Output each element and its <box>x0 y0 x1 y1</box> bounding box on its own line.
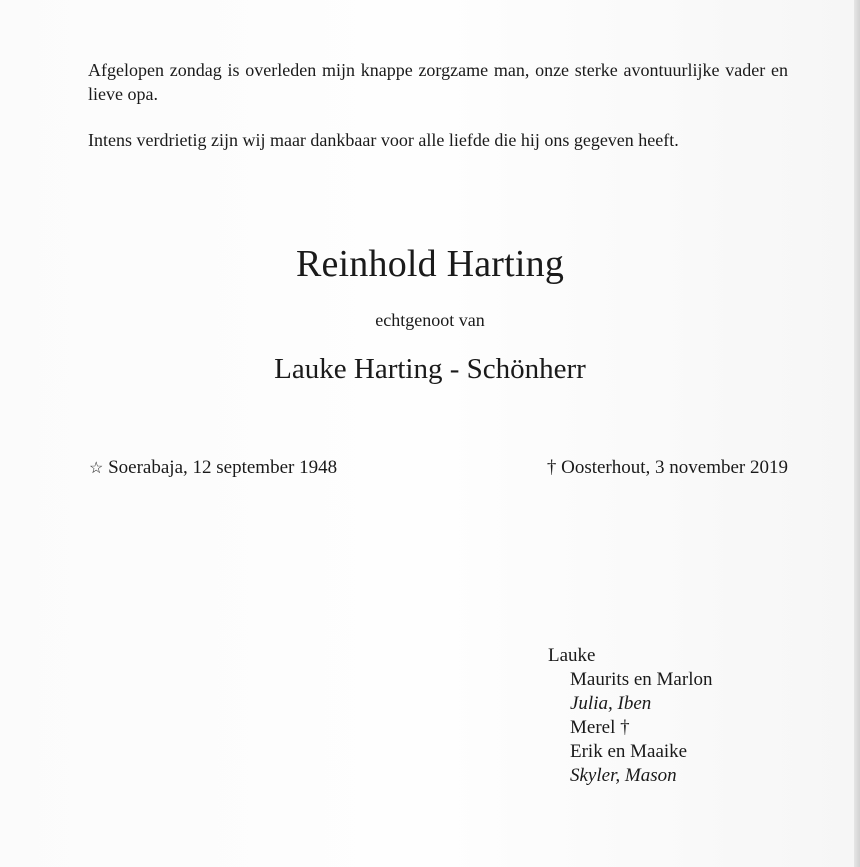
family-grandchildren: Julia, Iben <box>570 693 652 714</box>
death-info <box>547 455 788 481</box>
family-line: Merel † <box>570 717 630 738</box>
birth-info <box>89 455 337 482</box>
family-grandchildren: Skyler, Mason <box>570 765 677 786</box>
paper-edge-shadow <box>854 0 860 867</box>
family-line: Maurits en Marlon <box>570 669 713 690</box>
cross-icon: † <box>546 457 557 478</box>
intro-paragraph-1: Afgelopen zondag is overleden mijn knappe zorgzame man, onze sterke avontuurlijke vader en lieve opa. <box>88 60 788 104</box>
birth-place-date: Soerabaja, 12 september 1948 <box>108 457 338 478</box>
spouse-name: Lauke Harting - Schönherr <box>274 353 586 385</box>
deceased-name: Reinhold Harting <box>295 243 565 285</box>
family-line: Erik en Maaike <box>570 741 688 762</box>
death-place-date: Oosterhout, 3 november 2019 <box>561 457 788 478</box>
star-icon: ☆ <box>89 460 104 477</box>
family-spouse: Lauke <box>548 645 596 666</box>
relation-label: echtgenoot van <box>375 310 485 330</box>
intro-paragraph-2: Intens verdrietig zijn wij maar dankbaar voor alle liefde die hij ons gegeven heeft. <box>88 130 679 150</box>
family-list <box>548 644 712 788</box>
